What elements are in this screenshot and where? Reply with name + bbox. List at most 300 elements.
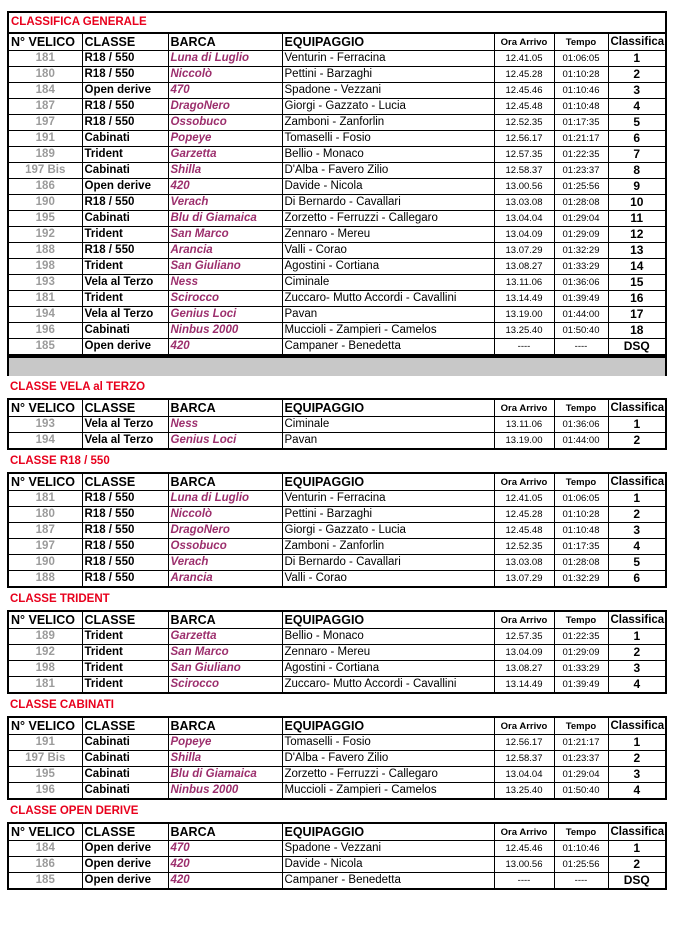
crew-names: Zuccaro- Mutto Accordi - Cavallini [282,291,494,307]
section-title-row [8,376,666,399]
crew-names: Di Bernardo - Cavallari [282,195,494,211]
table-row [8,147,666,163]
class-cell: R18 / 550 [82,99,168,115]
boat-name: 420 [168,179,282,195]
rank-cell: 14 [608,259,666,275]
boat-name: Genius Loci [168,433,282,450]
sail-number: 193 [8,417,82,433]
section-title: CLASSIFICA GENERALE [8,12,666,33]
class-cell: Vela al Terzo [82,275,168,291]
boat-name: DragoNero [168,523,282,539]
class-cell: R18 / 550 [82,523,168,539]
header-equipaggio: EQUIPAGGIO [282,823,494,841]
boat-name: San Marco [168,227,282,243]
table-row [8,163,666,179]
arrival-time: 13.04.04 [494,767,554,783]
arrival-time: 13.04.09 [494,227,554,243]
rank-cell: 12 [608,227,666,243]
sail-number: 181 [8,491,82,507]
sail-number: 189 [8,147,82,163]
elapsed-time: 01:29:09 [554,645,608,661]
boat-name: Ossobuco [168,115,282,131]
header-row [8,33,666,51]
boat-name: 470 [168,841,282,857]
elapsed-time: 01:44:00 [554,433,608,450]
boat-name: Verach [168,555,282,571]
table-row [8,677,666,694]
sail-number: 192 [8,645,82,661]
table-row [8,767,666,783]
arrival-time: 13.08.27 [494,259,554,275]
class-cell: Trident [82,661,168,677]
elapsed-time: 01:36:06 [554,275,608,291]
boat-name: Shilla [168,163,282,179]
boat-name: Luna di Luglio [168,51,282,67]
class-cell: R18 / 550 [82,555,168,571]
arrival-time: 13.19.00 [494,433,554,450]
table-row [8,417,666,433]
rank-cell: 6 [608,571,666,588]
arrival-time: 13.08.27 [494,661,554,677]
sail-number: 187 [8,523,82,539]
header-classe: CLASSE [82,399,168,417]
arrival-time: 12.41.05 [494,51,554,67]
arrival-time: 12.41.05 [494,491,554,507]
crew-names: Zorzetto - Ferruzzi - Callegaro [282,211,494,227]
crew-names: Zennaro - Mereu [282,645,494,661]
arrival-time: 12.45.46 [494,83,554,99]
results-table [7,11,667,356]
arrival-time: 12.45.46 [494,841,554,857]
table-row [8,571,666,588]
sail-number: 190 [8,555,82,571]
class-cell: R18 / 550 [82,195,168,211]
crew-names: Spadone - Vezzani [282,83,494,99]
table-row [8,523,666,539]
elapsed-time: 01:32:29 [554,571,608,588]
table-row [8,115,666,131]
elapsed-time: 01:22:35 [554,147,608,163]
boat-name: 420 [168,857,282,873]
section-title-row [8,450,666,473]
class-cell: Cabinati [82,323,168,339]
crew-names: Giorgi - Gazzato - Lucia [282,99,494,115]
crew-names: Agostini - Cortiana [282,661,494,677]
boat-name: Niccolò [168,67,282,83]
elapsed-time: 01:10:48 [554,99,608,115]
header-classifica: Classifica [608,717,666,735]
crew-names: Campaner - Benedetta [282,339,494,356]
rank-cell: 18 [608,323,666,339]
class-cell: Open derive [82,179,168,195]
crew-names: Giorgi - Gazzato - Lucia [282,523,494,539]
header-row [8,717,666,735]
crew-names: Muccioli - Zampieri - Camelos [282,323,494,339]
header-classe: CLASSE [82,823,168,841]
class-cell: Trident [82,291,168,307]
class-cell: R18 / 550 [82,67,168,83]
table-row [8,645,666,661]
rank-cell: 2 [608,857,666,873]
rank-cell: 2 [608,507,666,523]
rank-cell: 11 [608,211,666,227]
header-barca: BARCA [168,399,282,417]
table-row [8,539,666,555]
crew-names: Di Bernardo - Cavallari [282,555,494,571]
arrival-time: ---- [494,873,554,890]
section-title: CLASSE TRIDENT [10,592,110,605]
sail-number: 197 [8,539,82,555]
sail-number: 192 [8,227,82,243]
elapsed-time: 01:10:46 [554,841,608,857]
boat-name: Blu di Giamaica [168,767,282,783]
class-cell: Trident [82,677,168,694]
elapsed-time: 01:33:29 [554,661,608,677]
sail-number: 181 [8,291,82,307]
rank-cell: DSQ [608,873,666,890]
rank-cell: 13 [608,243,666,259]
header-barca: BARCA [168,823,282,841]
crew-names: Pavan [282,307,494,323]
sail-number: 180 [8,507,82,523]
arrival-time: 12.45.48 [494,523,554,539]
crew-names: Venturin - Ferracina [282,491,494,507]
class-cell: Cabinati [82,783,168,800]
table-row [8,307,666,323]
arrival-time: 13.11.06 [494,417,554,433]
crew-names: Valli - Corao [282,571,494,588]
arrival-time: 12.56.17 [494,131,554,147]
rank-cell: 5 [608,555,666,571]
arrival-time: 12.45.28 [494,67,554,83]
elapsed-time: 01:06:05 [554,51,608,67]
class-cell: Open derive [82,857,168,873]
rank-cell: 1 [608,841,666,857]
table-row [8,83,666,99]
rank-cell: 1 [608,629,666,645]
table-row [8,433,666,450]
rank-cell: 1 [608,417,666,433]
header-tempo: Tempo [554,611,608,629]
class-cell: Vela al Terzo [82,307,168,323]
crew-names: Pettini - Barzaghi [282,507,494,523]
header-arrivo: Ora Arrivo [494,611,554,629]
table-row [8,275,666,291]
rank-cell: 4 [608,539,666,555]
table-row [8,751,666,767]
sail-number: 194 [8,433,82,450]
table-row [8,99,666,115]
table-row [8,131,666,147]
rank-cell: 7 [608,147,666,163]
elapsed-time: 01:32:29 [554,243,608,259]
table-row [8,67,666,83]
rank-cell: 5 [608,115,666,131]
table-row [8,259,666,275]
elapsed-time: 01:17:35 [554,539,608,555]
header-equipaggio: EQUIPAGGIO [282,717,494,735]
header-arrivo: Ora Arrivo [494,33,554,51]
elapsed-time: 01:17:35 [554,115,608,131]
boat-name: DragoNero [168,99,282,115]
sail-number: 197 Bis [8,751,82,767]
class-cell: R18 / 550 [82,539,168,555]
class-cell: Trident [82,227,168,243]
boat-name: Niccolò [168,507,282,523]
section-title: CLASSE VELA al TERZO [10,380,146,393]
elapsed-time: 01:50:40 [554,323,608,339]
boat-name: Genius Loci [168,307,282,323]
results-table [7,800,667,890]
crew-names: Davide - Nicola [282,179,494,195]
table-row [8,507,666,523]
boat-name: Shilla [168,751,282,767]
header-arrivo: Ora Arrivo [494,473,554,491]
rank-cell: 4 [608,677,666,694]
sail-number: 188 [8,243,82,259]
results-table [7,450,667,588]
arrival-time: 13.03.08 [494,195,554,211]
rank-cell: 2 [608,433,666,450]
crew-names: Zennaro - Mereu [282,227,494,243]
results-table [7,694,667,800]
section-title-row [8,800,666,823]
table-row [8,227,666,243]
sail-number: 181 [8,51,82,67]
table-row [8,291,666,307]
crew-names: Agostini - Cortiana [282,259,494,275]
sail-number: 197 Bis [8,163,82,179]
arrival-time: 12.56.17 [494,735,554,751]
sail-number: 198 [8,259,82,275]
elapsed-time: 01:21:17 [554,131,608,147]
header-barca: BARCA [168,473,282,491]
sail-number: 188 [8,571,82,588]
sail-number: 191 [8,131,82,147]
table-row [8,735,666,751]
rank-cell: DSQ [608,339,666,356]
elapsed-time: 01:28:08 [554,195,608,211]
rank-cell: 4 [608,783,666,800]
elapsed-time: 01:22:35 [554,629,608,645]
crew-names: Pavan [282,433,494,450]
boat-name: Garzetta [168,147,282,163]
table-row [8,491,666,507]
rank-cell: 3 [608,523,666,539]
rank-cell: 3 [608,661,666,677]
elapsed-time: 01:10:48 [554,523,608,539]
crew-names: Valli - Corao [282,243,494,259]
crew-names: D'Alba - Favero Zilio [282,751,494,767]
elapsed-time: 01:29:04 [554,211,608,227]
header-row [8,399,666,417]
table-row [8,211,666,227]
elapsed-time: 01:10:46 [554,83,608,99]
sail-number: 195 [8,211,82,227]
header-classifica: Classifica [608,399,666,417]
header-row [8,473,666,491]
arrival-time: 13.14.49 [494,677,554,694]
header-velico: N° VELICO [8,399,82,417]
sail-number: 198 [8,661,82,677]
crew-names: Ciminale [282,275,494,291]
arrival-time: 12.52.35 [494,539,554,555]
header-tempo: Tempo [554,823,608,841]
header-barca: BARCA [168,611,282,629]
elapsed-time: 01:50:40 [554,783,608,800]
header-arrivo: Ora Arrivo [494,399,554,417]
crew-names: Pettini - Barzaghi [282,67,494,83]
class-cell: R18 / 550 [82,507,168,523]
boat-name: Blu di Giamaica [168,211,282,227]
boat-name: Verach [168,195,282,211]
class-cell: Cabinati [82,163,168,179]
arrival-time: 13.14.49 [494,291,554,307]
rank-cell: 1 [608,491,666,507]
class-cell: Open derive [82,339,168,356]
elapsed-time: 01:36:06 [554,417,608,433]
arrival-time: 12.58.37 [494,163,554,179]
boat-name: Luna di Luglio [168,491,282,507]
header-classifica: Classifica [608,473,666,491]
section-title: CLASSE CABINATI [10,698,114,711]
table-row [8,629,666,645]
table-row [8,783,666,800]
boat-name: Ninbus 2000 [168,783,282,800]
sail-number: 190 [8,195,82,211]
arrival-time: 13.00.56 [494,857,554,873]
boat-name: Garzetta [168,629,282,645]
boat-name: Ness [168,417,282,433]
rank-cell: 16 [608,291,666,307]
table-row [8,51,666,67]
crew-names: D'Alba - Favero Zilio [282,163,494,179]
boat-name: 420 [168,873,282,890]
header-velico: N° VELICO [8,717,82,735]
sail-number: 196 [8,783,82,800]
table-row [8,179,666,195]
boat-name: Scirocco [168,677,282,694]
sail-number: 187 [8,99,82,115]
table-row [8,323,666,339]
table-row [8,243,666,259]
class-cell: Trident [82,629,168,645]
header-classifica: Classifica [608,33,666,51]
boat-name: Scirocco [168,291,282,307]
rank-cell: 2 [608,645,666,661]
crew-names: Zamboni - Zanforlin [282,539,494,555]
results-table [7,588,667,694]
header-classe: CLASSE [82,33,168,51]
table-row [8,857,666,873]
header-arrivo: Ora Arrivo [494,823,554,841]
class-cell: Cabinati [82,211,168,227]
table-row [8,195,666,211]
arrival-time: 13.07.29 [494,571,554,588]
header-equipaggio: EQUIPAGGIO [282,473,494,491]
boat-name: Ninbus 2000 [168,323,282,339]
header-tempo: Tempo [554,473,608,491]
elapsed-time: 01:29:04 [554,767,608,783]
table-row [8,873,666,890]
elapsed-time: ---- [554,339,608,356]
rank-cell: 8 [608,163,666,179]
crew-names: Davide - Nicola [282,857,494,873]
sail-number: 193 [8,275,82,291]
header-equipaggio: EQUIPAGGIO [282,611,494,629]
crew-names: Bellio - Monaco [282,147,494,163]
arrival-time: 13.25.40 [494,783,554,800]
elapsed-time: 01:21:17 [554,735,608,751]
sail-number: 191 [8,735,82,751]
elapsed-time: 01:10:28 [554,507,608,523]
header-tempo: Tempo [554,399,608,417]
sail-number: 189 [8,629,82,645]
class-cell: Trident [82,259,168,275]
elapsed-time: ---- [554,873,608,890]
class-cell: R18 / 550 [82,243,168,259]
header-velico: N° VELICO [8,33,82,51]
sail-number: 186 [8,179,82,195]
header-barca: BARCA [168,33,282,51]
arrival-time: 12.52.35 [494,115,554,131]
header-row [8,611,666,629]
class-cell: Trident [82,147,168,163]
elapsed-time: 01:25:56 [554,179,608,195]
section-title-row [8,12,666,33]
crew-names: Campaner - Benedetta [282,873,494,890]
arrival-time: 13.19.00 [494,307,554,323]
crew-names: Muccioli - Zampieri - Camelos [282,783,494,800]
header-classe: CLASSE [82,717,168,735]
header-velico: N° VELICO [8,823,82,841]
sail-number: 195 [8,767,82,783]
rank-cell: 2 [608,67,666,83]
class-cell: Cabinati [82,751,168,767]
elapsed-time: 01:23:37 [554,163,608,179]
rank-cell: 17 [608,307,666,323]
header-classifica: Classifica [608,823,666,841]
sail-number: 186 [8,857,82,873]
arrival-time: 12.57.35 [494,629,554,645]
elapsed-time: 01:23:37 [554,751,608,767]
header-tempo: Tempo [554,717,608,735]
boat-name: 470 [168,83,282,99]
table-row [8,841,666,857]
arrival-time: 13.04.09 [494,645,554,661]
class-cell: R18 / 550 [82,571,168,588]
arrival-time: 13.07.29 [494,243,554,259]
sail-number: 184 [8,83,82,99]
sail-number: 181 [8,677,82,694]
sail-number: 194 [8,307,82,323]
header-equipaggio: EQUIPAGGIO [282,33,494,51]
results-table [7,356,667,450]
crew-names: Tomaselli - Fosio [282,735,494,751]
rank-cell: 6 [608,131,666,147]
class-cell: Vela al Terzo [82,417,168,433]
header-velico: N° VELICO [8,473,82,491]
sail-number: 180 [8,67,82,83]
sail-number: 184 [8,841,82,857]
sail-number: 185 [8,339,82,356]
crew-names: Zamboni - Zanforlin [282,115,494,131]
rank-cell: 1 [608,735,666,751]
elapsed-time: 01:33:29 [554,259,608,275]
boat-name: 420 [168,339,282,356]
boat-name: San Giuliano [168,661,282,677]
header-equipaggio: EQUIPAGGIO [282,399,494,417]
